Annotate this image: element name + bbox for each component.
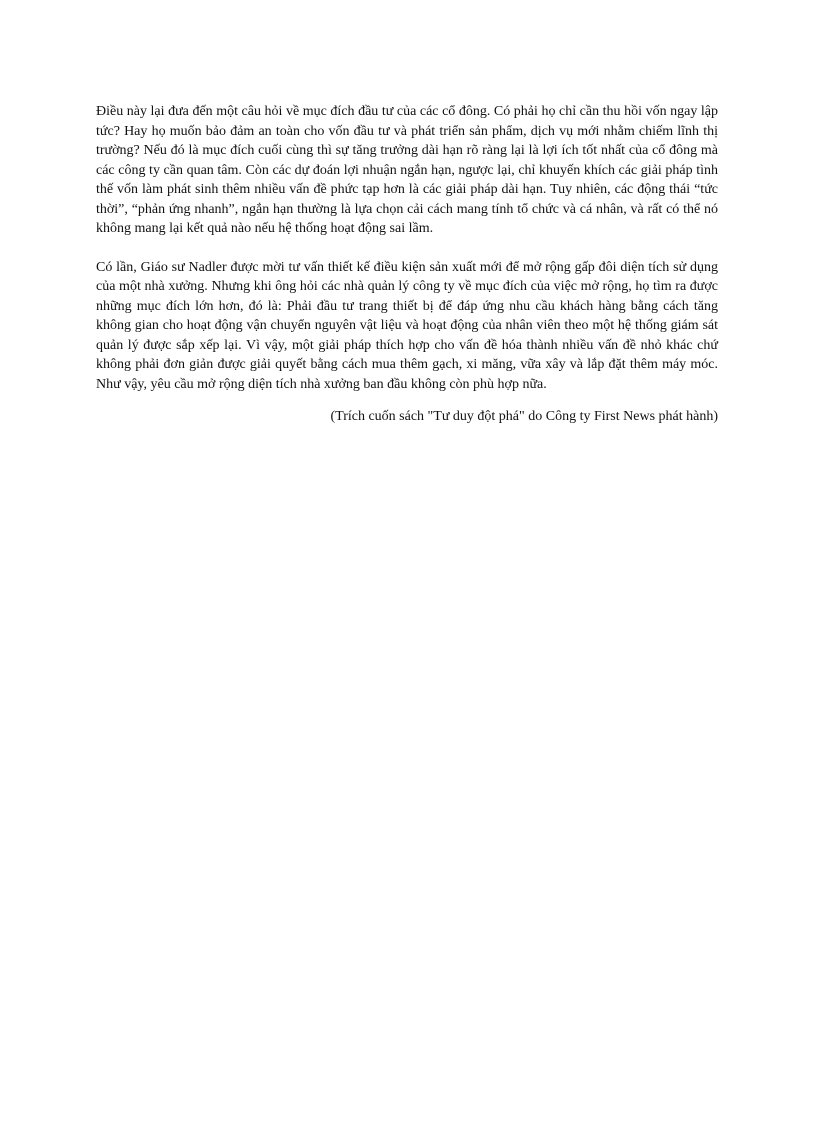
- paragraph-1: Điều này lại đưa đến một câu hỏi về mục đích đầu tư của các cổ đông. Có phải họ chỉ cần thu hồi vốn ngay lập tức? Hay họ muốn bảo đảm an toàn cho vốn đầu tư và phát triển sản phẩm, dịch vụ mới nhằm chiếm lĩnh thị trường? Nếu đó là mục đích cuối cùng thì sự tăng trưởng dài hạn rõ ràng lại là lợi ích tốt nhất của cổ đông mà các công ty cần quan tâm. Còn các dự đoán lợi nhuận ngắn hạn, ngược lại, chỉ khuyến khích các giải pháp tình thế vốn làm phát sinh thêm nhiều vấn đề phức tạp hơn là các giải pháp dài hạn. Tuy nhiên, các động thái “tức thời”, “phản ứng nhanh”, ngắn hạn thường là lựa chọn cải cách mang tính tổ chức và cá nhân, và rất có thể nó không mang lại kết quả nào nếu hệ thống hoạt động sai lầm.: [96, 104, 718, 236]
- source-citation: (Trích cuốn sách "Tư duy đột phá" do Công ty First News phát hành): [330, 409, 718, 424]
- document-page: [96, 102, 718, 427]
- paragraph-2: Có lần, Giáo sư Nadler được mời tư vấn thiết kế điều kiện sản xuất mới để mở rộng gấp đôi diện tích sử dụng của một nhà xưởng. Nhưng khi ông hỏi các nhà quản lý công ty về mục đích của việc mở rộng, họ tìm ra được những mục đích lớn hơn, đó là: Phải đầu tư trang thiết bị để đáp ứng nhu cầu khách hàng bằng cách tăng không gian cho hoạt động vận chuyển nguyên vật liệu và hoạt động của nhân viên theo một hệ thống giám sát quản lý được sắp xếp lại. Vì vậy, một giải pháp thích hợp cho vấn đề hóa thành nhiều vấn đề nhỏ khác chứ không phải đơn giản được giải quyết bằng cách mua thêm gạch, xi măng, vữa xây và lắp đặt thêm máy móc. Như vậy, yêu cầu mở rộng diện tích nhà xưởng ban đầu không còn phù hợp nữa.: [96, 259, 718, 392]
